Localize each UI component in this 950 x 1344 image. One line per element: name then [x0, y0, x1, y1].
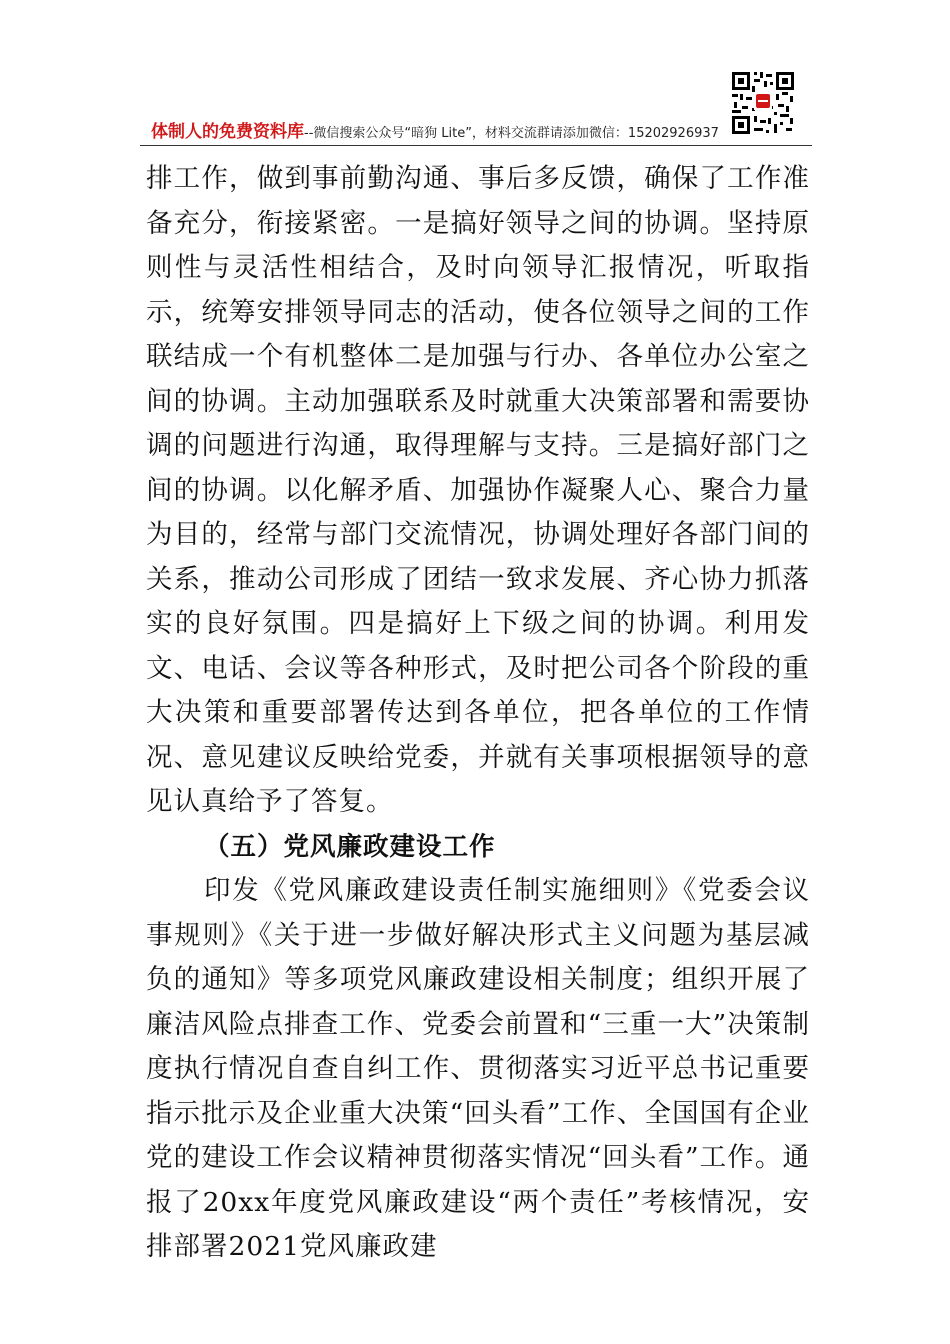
header-subtitle: --微信搜索公众号“暗狗 Lite”，材料交流群请添加微信：15202926937 [304, 126, 719, 141]
paragraph-integrity: 印发《党风廉政建设责任制实施细则》《党委会议事规则》《关于进一步做好解决形式主义问题为基层减负的通知》等多项党风廉政建设相关制度；组织开展了廉洁风险点排查工作、党委会前置和“三重一大”决策制度执行情况自查自纠工作、贯彻落实习近平总书记重要指示批示及企业重大决策“回头看”工作、全国国有企业党的建设工作会议精神贯彻落实情况“回头看”工作。通报了20xx年度党风廉政建设“两个责任”考核情况，安排部署2021党风廉政建 [146, 875, 810, 1262]
section-heading: （五）党风廉政建设工作 [204, 831, 496, 862]
page-header [140, 70, 812, 146]
header-text [151, 122, 719, 144]
brand-title: 体制人的免费资料库 [151, 122, 304, 142]
header-divider [140, 145, 812, 146]
document-body [146, 157, 810, 1270]
qr-code-icon [730, 70, 796, 136]
paragraph-coordination: 排工作，做到事前勤沟通、事后多反馈，确保了工作准备充分，衔接紧密。一是搞好领导之间的协调。坚持原则性与灵活性相结合，及时向领导汇报情况，听取指示，统筹安排领导同志的活动，使各位领导之间的工作联结成一个有机整体二是加强与行办、各单位办公室之间的协调。主动加强联系及时就重大决策部署和需要协调的问题进行沟通，取得理解与支持。三是搞好部门之间的协调。以化解矛盾、加强协作凝聚人心、聚合力量为目的，经常与部门交流情况，协调处理好各部门间的关系，推动公司形成了团结一致求发展、齐心协力抓落实的良好氛围。四是搞好上下级之间的协调。利用发文、电话、会议等各种形式，及时把公司各个阶段的重大决策和重要部署传达到各单位，把各单位的工作情况、意见建议反映给党委，并就有关事项根据领导的意见认真给予了答复。 [146, 163, 810, 817]
